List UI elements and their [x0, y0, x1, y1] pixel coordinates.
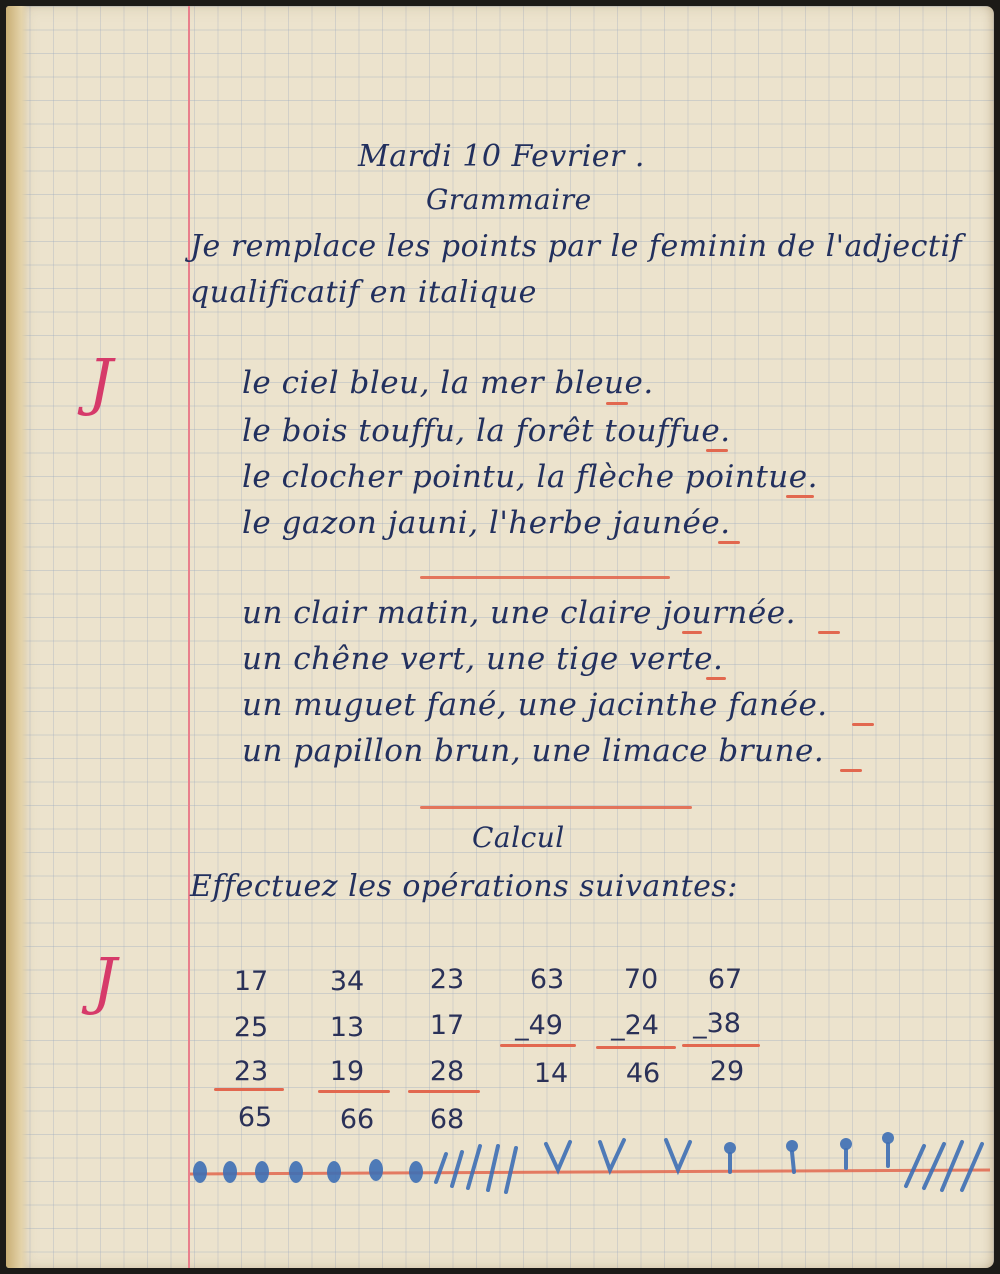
page-binding [6, 6, 28, 1268]
grammar-line: le gazon jauni, l'herbe jaunée. [242, 505, 731, 541]
grammar-line: le bois touffu, la forêt touffue. [242, 413, 731, 449]
date-heading: Mardi 10 Fevrier . [358, 139, 645, 174]
instruction-line-2: qualificatif en italique [190, 275, 537, 310]
subtraction-top: 67 [707, 964, 743, 995]
grade-mark-grammar: J [88, 345, 113, 418]
addition-term: 17 [429, 1010, 465, 1041]
subtraction-result: 46 [625, 1058, 661, 1089]
correction-mark [786, 495, 814, 498]
grammar-line: un muguet fané, une jacinthe fanée. [242, 687, 828, 723]
separator-line [420, 576, 670, 579]
sum-line [214, 1088, 284, 1091]
grammar-line: le ciel bleu, la mer bleue. [242, 365, 654, 401]
instruction-line-1: Je remplace les points par le feminin de l'adjectif [190, 229, 963, 264]
difference-line [596, 1046, 676, 1049]
subtraction-result: 29 [709, 1056, 745, 1087]
addition-result: 66 [339, 1104, 375, 1135]
subtraction-bottom: _24 [611, 1010, 659, 1041]
subject-heading: Grammaire [426, 183, 592, 216]
subtraction-bottom: _38 [693, 1008, 741, 1039]
grade-mark-calcul: J [92, 944, 117, 1017]
subtraction-bottom: _49 [515, 1010, 563, 1041]
grammar-line: un papillon brun, une limace brune. [242, 733, 825, 769]
sum-line [408, 1090, 480, 1093]
addition-term: 13 [329, 1012, 365, 1043]
addition-term: 19 [329, 1056, 365, 1087]
addition-term: 25 [233, 1012, 269, 1043]
difference-line [500, 1044, 576, 1047]
margin-line [188, 6, 190, 1268]
addition-term: 23 [233, 1056, 269, 1087]
subtraction-result: 14 [533, 1058, 569, 1089]
addition-term: 17 [233, 966, 269, 997]
correction-mark [682, 631, 702, 634]
addition-term: 34 [329, 966, 365, 997]
correction-mark [718, 541, 740, 544]
addition-term: 23 [429, 964, 465, 995]
correction-mark [818, 631, 840, 634]
correction-mark [706, 449, 728, 452]
addition-term: 28 [429, 1056, 465, 1087]
addition-result: 65 [237, 1102, 273, 1133]
grammar-line: un chêne vert, une tige verte. [242, 641, 724, 677]
addition-result: 68 [429, 1104, 465, 1135]
subtraction-top: 63 [529, 964, 565, 995]
grammar-line: le clocher pointu, la flèche pointue. [242, 459, 818, 495]
calcul-instruction: Effectuez les opérations suivantes: [190, 869, 738, 904]
difference-line [682, 1044, 760, 1047]
correction-mark [606, 402, 628, 405]
calcul-heading: Calcul [472, 821, 565, 854]
subtraction-top: 70 [623, 964, 659, 995]
grammar-line: un clair matin, une claire journée. [242, 595, 796, 631]
correction-mark [840, 769, 862, 772]
correction-mark [852, 723, 874, 726]
pencil-border-decoration [190, 1124, 990, 1204]
sum-line [318, 1090, 390, 1093]
separator-line [420, 806, 692, 809]
correction-mark [706, 677, 726, 680]
notebook-page [6, 6, 994, 1268]
